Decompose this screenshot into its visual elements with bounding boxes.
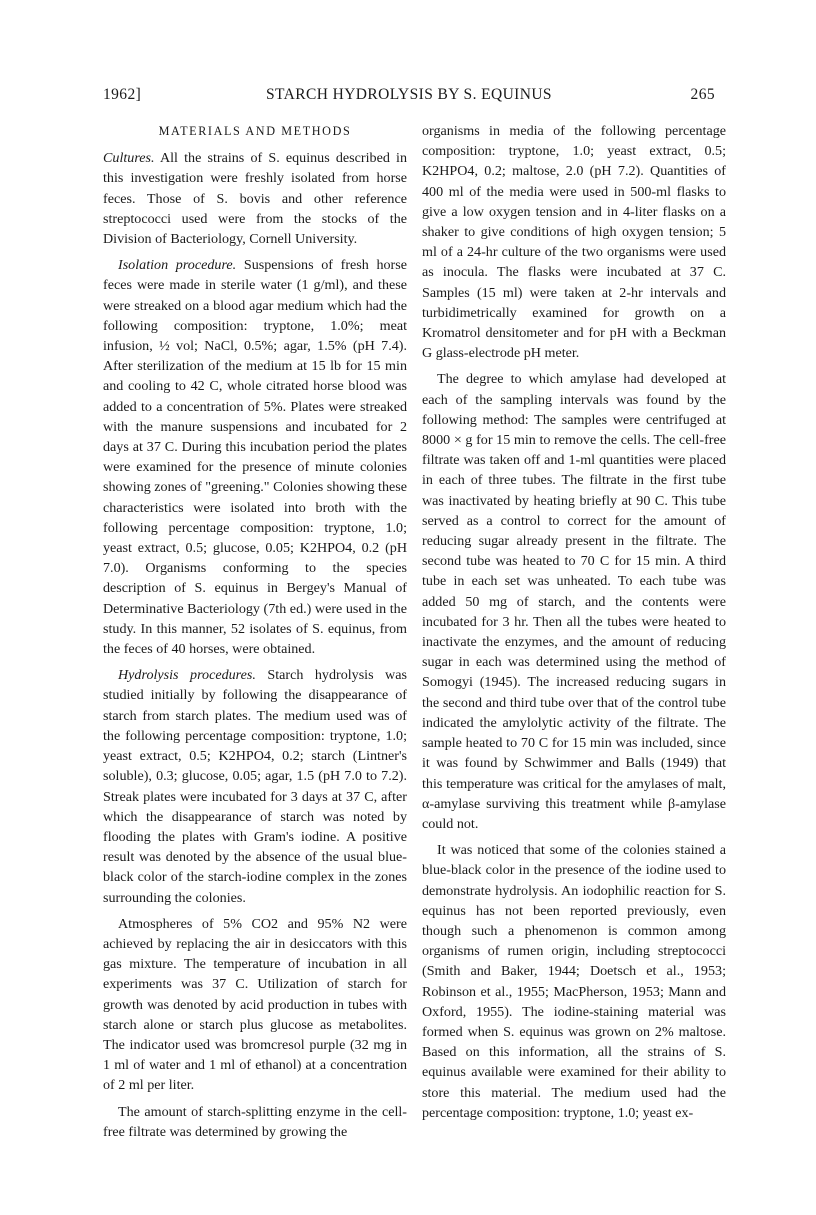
- volume-year: 1962]: [103, 86, 142, 103]
- paragraph: [422, 840, 726, 1123]
- paragraph: [103, 914, 407, 1096]
- paragraph: [103, 1102, 407, 1142]
- paragraph-text: Starch hydrolysis was studied initially by following the disappearance of starch from starch plates. The medium used was of the following percentage composition: tryptone, 1.0; yeast extract, 0.5; K2HPO4, 0.2; starch (Lintner's soluble), 0.3; glucose, 0.05; agar, 1.5 (pH 7.0 to 7.2). Streak plates were incubated for 3 days at 37 C, after which the disappearance of starch was noted by flooding the plates with Gram's iodine. A positive result was denoted by the absence of the usual blue-black color of the starch-iodine complex in the zones surrounding the colonies.: [103, 667, 407, 906]
- run-in-heading: Cultures.: [103, 150, 155, 167]
- right-column: [422, 121, 726, 1123]
- paragraph-text: The degree to which amylase had developed at each of the sampling intervals was found by the following method: The samples were centrifuged at 8000 × g for 15 min to remove the cells. The cell-free filtrate was taken off and 1-ml quantities were placed in each of three tubes. The filtrate in the first tube was inactivated by heating briefly at 90 C. This tube served as a control to correct for the amount of reducing sugar already present in the filtrate. The second tube was heated to 70 C for 15 min. A third tube in each set was unheated. To each tube was added 50 mg of starch, and the contents were incubated for 3 hr. Then all the tubes were heated to inactivate the enzymes, and the amount of reducing sugar in each was determined using the method of Somogyi (1945). The increased reducing sugars in the second and third tube over that of the control tube indicated the amylolytic activity of the filtrate. The sample heated to 70 C for 15 min was included, since it was found by Schwimmer and Balls (1949) that this temperature was critical for the amylases of malt, α-amylase surviving this treatment while β-amylase could not.: [422, 371, 726, 832]
- paragraph-text: Atmospheres of 5% CO2 and 95% N2 were achieved by replacing the air in desiccators with this gas mixture. The temperature of incubation in all experiments was 37 C. Utilization of starch for growth was denoted by acid production in tubes with starch alone or starch plus glucose as metabolites. The indicator used was bromcresol purple (32 mg in 1 ml of water and 1 ml of ethanol) at a concentration of 2 ml per liter.: [103, 915, 407, 1094]
- section-heading: MATERIALS AND METHODS: [158, 124, 352, 138]
- run-in-heading: Hydrolysis procedures.: [118, 667, 256, 684]
- left-column: [103, 121, 407, 1142]
- paragraph: [103, 148, 407, 249]
- paragraph: [103, 665, 407, 907]
- paragraph: [103, 255, 407, 659]
- paragraph-text: Suspensions of fresh horse feces were made in sterile water (1 g/ml), and these were streaked on a blood agar medium which had the following composition: tryptone, 1.0%; meat infusion, ½ vol; NaCl, 0.5%; agar, 1.5% (pH 7.4). After sterilization of the medium at 15 lb for 15 min and cooling to 42 C, whole citrated horse blood was added to a concentration of 5%. Plates were streaked with the manure suspensions and incubated for 2 days at 37 C. During this incubation period the plates were examined for the presence of minute colonies showing zones of "greening." Colonies showing these characteristics were isolated into broth with the following percentage composition: tryptone, 1.0; yeast extract, 0.5; glucose, 0.05; K2HPO4, 0.2 (pH 7.0). Organisms conforming to the species description of S. equinus in Bergey's Manual of Determinative Bacteriology (7th ed.) were used in the study. In this manner, 52 isolates of S. equinus, from the feces of 40 horses, were obtained.: [103, 257, 407, 658]
- run-in-heading: Isolation procedure.: [118, 257, 237, 274]
- paragraph: [422, 121, 726, 363]
- page-number: 265: [690, 86, 715, 103]
- paragraph-text: The amount of starch-splitting enzyme in the cell-free filtrate was determined by growing the: [103, 1103, 407, 1140]
- paragraph: [422, 369, 726, 834]
- paragraph-text: It was noticed that some of the colonies stained a blue-black color in the presence of the iodine used to demonstrate hydrolysis. An iodophilic reaction for S. equinus has not been reported previously, even though such a phenomenon is common among organisms of rumen origin, including streptococci (Smith and Baker, 1944; Doetsch et al., 1953; Robinson et al., 1955; MacPherson, 1953; Mann and Oxford, 1955). The iodine-staining material was formed when S. equinus was grown on 2% maltose. Based on this information, all the strains of S. equinus available were examined for their ability to store this material. The medium used had the percentage composition: tryptone, 1.0; yeast ex-: [422, 842, 726, 1121]
- running-title: STARCH HYDROLYSIS BY S. EQUINUS: [266, 86, 552, 103]
- paragraph-text: organisms in media of the following percentage composition: tryptone, 1.0; yeast extract, 0.5; K2HPO4, 0.2; maltose, 2.0 (pH 7.2). Quantities of 400 ml of the media were used in 500-ml flasks to give a low oxygen tension and in 4-liter flasks on a shaker to give conditions of high oxygen tension; 5 ml of a 24-hr culture of the two organisms were used as inocula. The flasks were incubated at 37 C. Samples (15 ml) were taken at 2-hr intervals and turbidimetrically examined for growth on a Kromatrol densitometer and for pH with a Beckman G glass-electrode pH meter.: [422, 123, 726, 362]
- running-header: [103, 86, 715, 106]
- paragraph-text: All the strains of S. equinus described in this investigation were freshly isolated from horse feces. Those of S. bovis and other reference streptococci used were from the stocks of the Division of Bacteriology, Cornell University.: [103, 150, 407, 248]
